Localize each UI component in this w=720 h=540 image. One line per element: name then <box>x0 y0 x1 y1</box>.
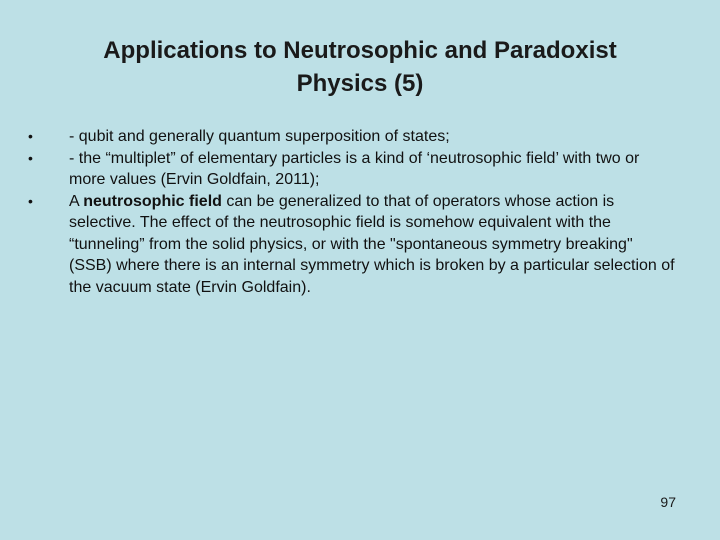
bullet-marker: • <box>28 192 33 209</box>
bullet-text-bold-term: neutrosophic field <box>83 192 222 210</box>
slide-title-line-1: Applications to Neutrosophic and Paradoxist <box>103 37 617 64</box>
bullet-item-neutrosophic-field <box>28 191 678 299</box>
bullet-marker: • <box>28 149 33 166</box>
bullet-marker: • <box>28 128 33 144</box>
bullet-text: - qubit and generally quantum superposition of states; <box>69 128 450 145</box>
page-number: 97 <box>660 494 676 510</box>
bullet-text-prefix: A <box>69 192 84 210</box>
bullet-text <box>69 191 678 299</box>
slide-title <box>40 34 680 100</box>
bullet-item-qubit <box>28 126 678 148</box>
bullet-text-rest: can be generalized to that of operators whose action is selective. The effect of the neutrosophic field is somehow equivalent with the “tunneling” from the solid physics, or with the "spontaneous symmetry breaking" (SSB) where there is an internal symmetry which is broken by a particular selection of the vacuum state (Ervin Goldfain). <box>69 192 675 296</box>
bullet-list <box>28 126 678 298</box>
bullet-item-multiplet <box>28 148 678 191</box>
bullet-text: - the “multiplet” of elementary particles is a kind of ‘neutrosophic field’ with two or more values (Ervin Goldfain, 2011); <box>69 149 640 188</box>
slide-title-line-2: Physics (5) <box>296 70 424 97</box>
